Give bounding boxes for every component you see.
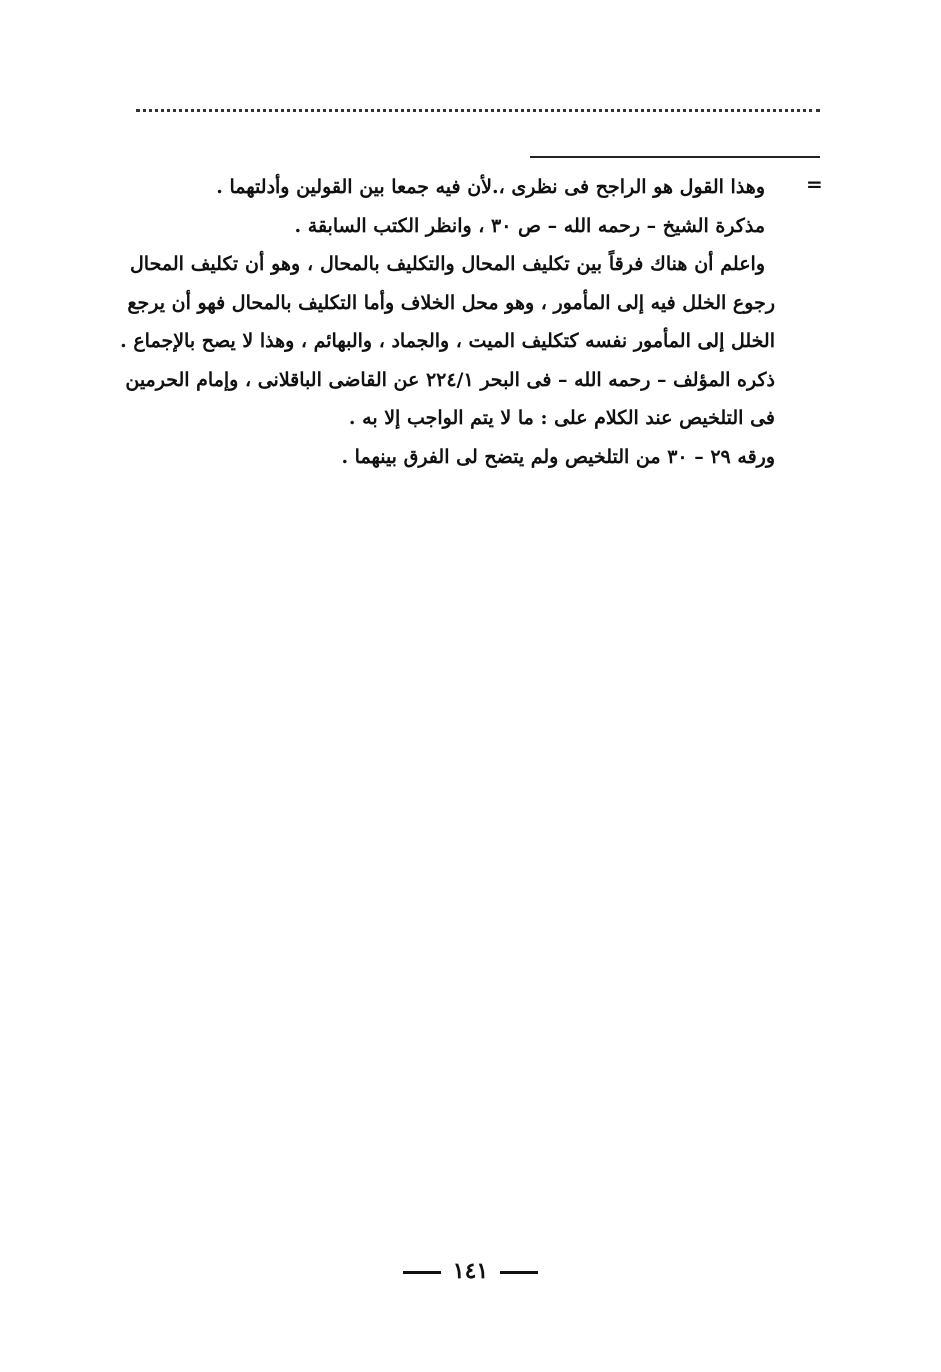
footnote-line: فى التلخيص عند الكلام على : ما لا يتم الواجب إلا به .: [348, 407, 775, 429]
footnote-line: ذكره المؤلف – رحمه الله – فى البحر ٢٢٤/١ عن القاضى الباقلانى ، وإمام الحرمين: [125, 368, 775, 391]
footnote-line: وهذا القول هو الراجح فى نظرى ،.لأن فيه جمعا بين القولين وأدلتهما .: [216, 176, 765, 198]
footnote-line: مذكرة الشيخ – رحمه الله – ص ٣٠ ، وانظر الكتب السابقة .: [294, 214, 765, 237]
footnote-line: الخلل إلى المأمور نفسه كتكليف الميت ، والجماد ، والبهائم ، وهذا لا يصح بالإجماع .: [120, 330, 775, 352]
header-dotted-rule: [136, 109, 820, 112]
page-number-dash: [403, 1271, 441, 1274]
footnote-line: ورقه ٢٩ – ٣٠ من التلخيص ولم يتضح لى الفرق بينهما .: [341, 445, 775, 468]
page-number: ١٤١: [452, 1258, 489, 1284]
footnote-line: رجوع الخلل فيه إلى المأمور ، وهو محل الخلاف وأما التكليف بالمحال فهو أن يرجع: [127, 291, 775, 314]
footnotes-block: [120, 168, 775, 476]
page-number-dash: [500, 1271, 538, 1274]
continuation-mark: =: [806, 172, 823, 196]
footnote-line: واعلم أن هناك فرقاً بين تكليف المحال والتكليف بالمحال ، وهو أن تكليف المحال: [130, 253, 765, 275]
page-number-footer: [0, 1258, 941, 1284]
footnote-separator-rule: [530, 156, 820, 158]
